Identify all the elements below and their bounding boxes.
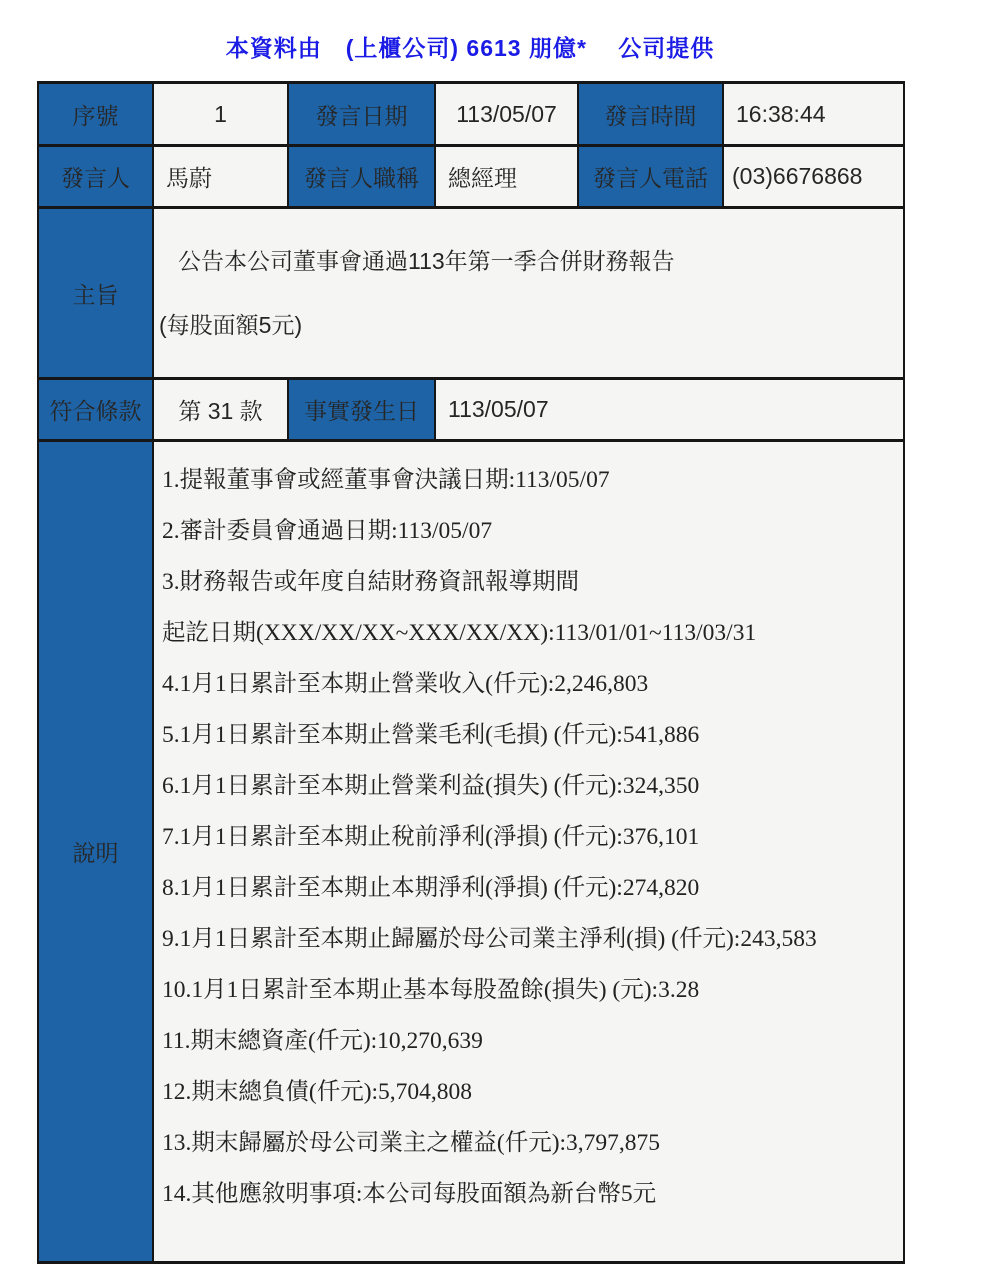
speaker-phone-value: (03)6676868 bbox=[723, 146, 904, 208]
description-line: 7.1月1日累計至本期止稅前淨利(淨損) (仟元):376,101 bbox=[162, 824, 700, 850]
announcement-table bbox=[37, 81, 905, 1264]
fact-date-label: 事實發生日 bbox=[288, 379, 435, 441]
row-clause bbox=[38, 379, 904, 441]
row-subject bbox=[38, 208, 904, 379]
speaker-label: 發言人 bbox=[38, 146, 153, 208]
description-line: 9.1月1日累計至本期止歸屬於母公司業主淨利(損) (仟元):243,583 bbox=[162, 926, 817, 952]
speak-time-label: 發言時間 bbox=[578, 83, 723, 146]
clause-label: 符合條款 bbox=[38, 379, 153, 441]
description-line: 3.財務報告或年度自結財務資訊報導期間 bbox=[162, 569, 580, 595]
description-line: 1.提報董事會或經董事會決議日期:113/05/07 bbox=[162, 467, 610, 493]
row-speaker bbox=[38, 146, 904, 208]
serial-label: 序號 bbox=[38, 83, 153, 146]
fact-date-value: 113/05/07 bbox=[435, 379, 904, 441]
clause-value: 第 31 款 bbox=[153, 379, 288, 441]
subject-line2: (每股面額5元) bbox=[159, 312, 303, 338]
page-title: 本資料由 (上櫃公司) 6613 朋億* 公司提供 bbox=[225, 35, 715, 61]
subject-value bbox=[153, 208, 904, 379]
description-label: 說明 bbox=[38, 441, 153, 1263]
subject-line1: 公告本公司董事會通過113年第一季合併財務報告 bbox=[178, 248, 675, 274]
speaker-title-label: 發言人職稱 bbox=[288, 146, 435, 208]
row-description bbox=[38, 441, 904, 1263]
description-line: 起訖日期(XXX/XX/XX~XXX/XX/XX):113/01/01~113/03/31 bbox=[162, 620, 757, 646]
description-line: 13.期末歸屬於母公司業主之權益(仟元):3,797,875 bbox=[162, 1130, 661, 1156]
speak-date-value: 113/05/07 bbox=[435, 83, 578, 146]
subject-label: 主旨 bbox=[38, 208, 153, 379]
description-line: 4.1月1日累計至本期止營業收入(仟元):2,246,803 bbox=[162, 671, 649, 697]
row-serial bbox=[38, 83, 904, 146]
description-line: 2.審計委員會通過日期:113/05/07 bbox=[162, 518, 493, 544]
speaker-title-value: 總經理 bbox=[435, 146, 578, 208]
speaker-phone-label: 發言人電話 bbox=[578, 146, 723, 208]
description-line: 5.1月1日累計至本期止營業毛利(毛損) (仟元):541,886 bbox=[162, 722, 700, 748]
description-line: 6.1月1日累計至本期止營業利益(損失) (仟元):324,350 bbox=[162, 773, 700, 799]
description-line: 14.其他應敘明事項:本公司每股面額為新台幣5元 bbox=[162, 1181, 657, 1207]
description-text bbox=[153, 441, 904, 1263]
description-line: 12.期末總負債(仟元):5,704,808 bbox=[162, 1079, 473, 1105]
description-line: 11.期末總資產(仟元):10,270,639 bbox=[162, 1028, 483, 1054]
speak-date-label: 發言日期 bbox=[288, 83, 435, 146]
description-line: 10.1月1日累計至本期止基本每股盈餘(損失) (元):3.28 bbox=[162, 977, 700, 1003]
speaker-value: 馬蔚 bbox=[153, 146, 288, 208]
description-line: 8.1月1日累計至本期止本期淨利(淨損) (仟元):274,820 bbox=[162, 875, 700, 901]
serial-value: 1 bbox=[153, 83, 288, 146]
speak-time-value: 16:38:44 bbox=[723, 83, 904, 146]
